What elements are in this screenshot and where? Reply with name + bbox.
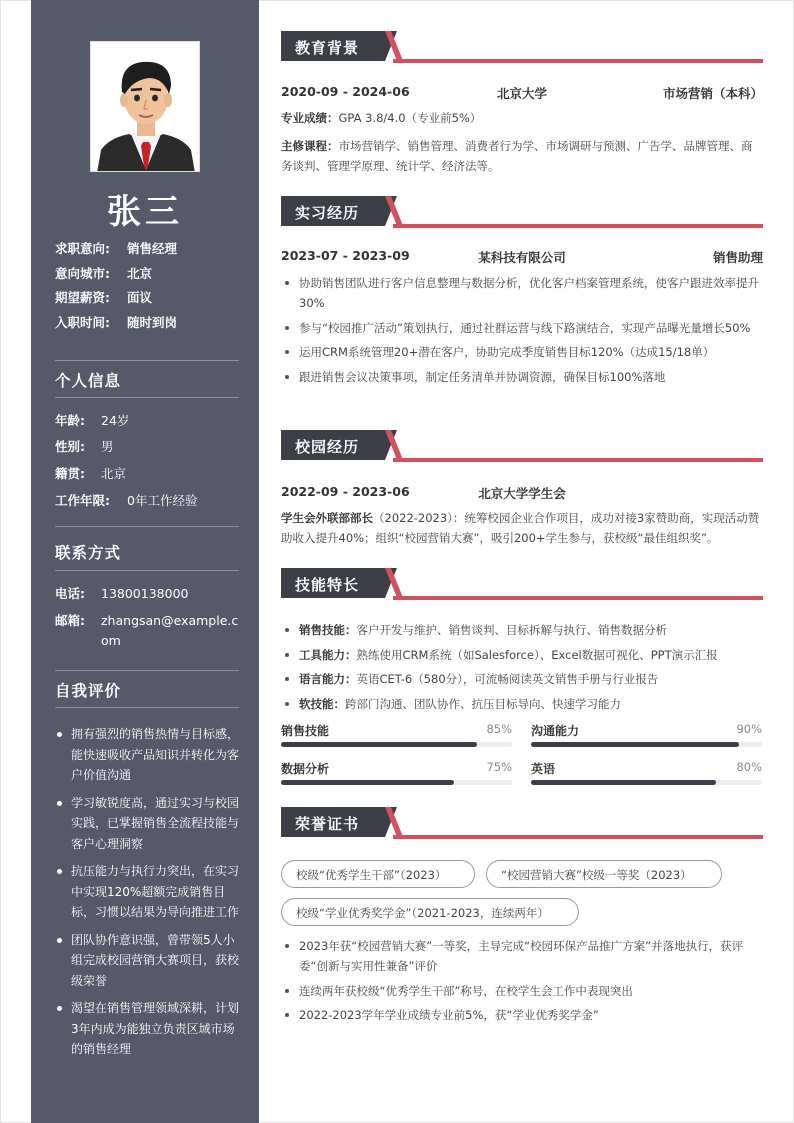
intent-row	[55, 311, 245, 336]
skill-bar-track	[281, 742, 512, 747]
info-label: 年龄:	[55, 413, 85, 428]
accent-bar	[393, 458, 763, 462]
self-eval-list	[55, 724, 243, 1067]
skill-text: 英语CET-6（580分），可流畅阅读英文销售手册与行业报告	[356, 672, 659, 686]
section-title: 技能特长	[295, 576, 360, 594]
internship-list	[281, 273, 763, 391]
skill-bar-label: 沟通能力	[531, 724, 580, 738]
skill-bar-percent: 85%	[486, 722, 512, 736]
campus-org: 北京大学学生会	[478, 486, 566, 501]
honors-list	[281, 936, 763, 1030]
section-header-education	[281, 31, 763, 61]
skill-label: 工具能力：	[299, 647, 357, 662]
divider	[55, 397, 239, 398]
job-intent-list	[55, 237, 245, 335]
divider	[55, 670, 239, 671]
courses-label: 主修课程：	[281, 139, 339, 153]
section-header-skills	[281, 568, 763, 598]
education-school: 北京大学	[496, 86, 547, 101]
skill-bar	[531, 722, 762, 752]
campus-desc	[281, 508, 763, 548]
skill-bar-track	[281, 780, 512, 785]
info-row-experience	[55, 491, 245, 511]
skill-bar-fill	[531, 742, 739, 747]
intent-value: 销售经理	[127, 241, 178, 256]
internship-item: 协助销售团队进行客户信息整理与数据分析，优化客户档案管理系统，使客户跟进效率提升30%	[281, 273, 763, 313]
email-label: 邮箱:	[55, 613, 85, 628]
intent-label: 求职意向:	[55, 241, 110, 256]
section-tab	[281, 31, 385, 61]
intent-value: 随时到岗	[127, 314, 178, 330]
accent-bar	[393, 224, 763, 228]
internship-role: 销售助理	[712, 250, 763, 265]
internship-item: 参与“校园推广活动”策划执行，通过社群运营与线下路演结合，实现产品曝光量增长50%	[281, 318, 763, 338]
info-value: 0年工作经验	[127, 493, 198, 508]
section-header-internship	[281, 196, 763, 226]
skill-bar	[281, 722, 512, 752]
intent-value: 北京	[127, 265, 153, 281]
section-header-campus	[281, 430, 763, 460]
intent-row	[55, 262, 245, 287]
accent-bar	[393, 596, 763, 600]
honor-tag: “校园营销大赛”校级一等奖（2023）	[486, 860, 722, 888]
skill-label: 语言能力：	[299, 672, 357, 686]
phone-label: 电话:	[55, 586, 85, 601]
info-value: 24岁	[101, 413, 130, 428]
campus-role: 学生会外联部部长	[281, 511, 373, 525]
grade-value: GPA 3.8/4.0（专业前5%）	[338, 111, 482, 125]
grade-label: 专业成绩：	[281, 111, 339, 125]
divider	[55, 570, 239, 571]
info-row-gender	[55, 437, 245, 457]
section-header-honors	[281, 807, 763, 837]
contact-phone-row	[55, 584, 245, 604]
campus-date: 2022-09 - 2023-06	[281, 484, 410, 499]
accent-bar	[393, 835, 763, 839]
avatar	[90, 41, 200, 172]
skill-text: 客户开发与维护、销售谈判、目标拆解与执行、销售数据分析	[356, 623, 667, 637]
skill-item	[281, 620, 763, 640]
skills-list	[281, 620, 763, 718]
divider	[55, 707, 239, 708]
education-courses	[281, 136, 763, 176]
internship-item: 运用CRM系统管理20+潜在客户，协助完成季度销售目标120%（达成15/18单）	[281, 342, 763, 362]
info-label: 性别:	[55, 439, 85, 454]
skill-item	[281, 645, 763, 665]
skill-bar-track	[531, 742, 762, 747]
honor-tag: 校级“学业优秀奖学金”（2021-2023，连续两年）	[281, 898, 579, 926]
intent-row	[55, 237, 245, 262]
info-value: 男	[101, 439, 114, 454]
info-label: 籍贯:	[55, 466, 85, 481]
section-title: 荣誉证书	[295, 815, 360, 833]
intent-label: 入职时间:	[55, 314, 110, 330]
self-eval-item: 拥有强烈的销售热情与目标感，能快速吸收产品知识并转化为客户价值沟通	[55, 724, 243, 786]
info-label: 工作年限:	[55, 493, 110, 508]
section-tab	[281, 568, 385, 598]
divider	[55, 526, 239, 527]
skill-bar-label: 销售技能	[281, 724, 330, 738]
education-grade	[281, 108, 763, 128]
self-eval-item: 学习敏锐度高，通过实习与校园实践，已掌握销售全流程技能与客户心理洞察	[55, 793, 243, 855]
skill-bar-label: 英语	[531, 762, 556, 776]
education-date: 2020-09 - 2024-06	[281, 84, 410, 99]
info-row-hometown	[55, 464, 245, 484]
internship-item: 跟进销售会议决策事项，制定任务清单并协调资源，确保目标100%落地	[281, 367, 763, 387]
internship-company: 某科技有限公司	[478, 250, 566, 265]
accent-bar	[393, 59, 763, 63]
honor-item: 连续两年获校级“优秀学生干部”称号，在校学生会工作中表现突出	[281, 981, 763, 1001]
honor-item: 2023年获“校园营销大赛”一等奖，主导完成“校园环保产品推广方案”并落地执行，获评委“创新与实用性兼备”评价	[281, 936, 763, 976]
skill-bar-fill	[281, 780, 454, 785]
skill-bar-track	[531, 780, 762, 785]
self-eval-item: 渴望在销售管理领域深耕，计划3年内成为能独立负责区域市场的销售经理	[55, 998, 243, 1060]
section-title: 教育背景	[295, 39, 360, 57]
skill-bar	[281, 760, 512, 790]
intent-row	[55, 286, 245, 311]
internship-date: 2023-07 - 2023-09	[281, 248, 410, 263]
skill-bar-label: 数据分析	[281, 762, 330, 776]
honor-tag: 校级“优秀学生干部”（2023）	[281, 860, 475, 888]
sidebar	[31, 0, 259, 1123]
skill-item	[281, 694, 763, 714]
section-tab	[281, 430, 385, 460]
courses-value: 市场营销学、销售管理、消费者行为学、市场调研与预测、广告学、品牌管理、商务谈判、管理学原理、统计学、经济法等。	[281, 139, 753, 173]
skill-bar-percent: 90%	[736, 722, 762, 736]
honor-item: 2022-2023学年学业成绩专业前5%，获“学业优秀奖学金”	[281, 1005, 763, 1025]
campus-desc-text: （2022-2023）：统筹校园企业合作项目，成功对接3家赞助商，实现活动赞助收入提升40%；组织“校园营销大赛”，吸引200+学生参与，获校级“最佳组织奖”。	[281, 511, 760, 545]
skill-bar-fill	[531, 780, 716, 785]
divider	[55, 360, 239, 361]
self-eval-item: 团队协作意识强，曾带领5人小组完成校园营销大赛项目，获校级荣誉	[55, 930, 243, 992]
avatar-portrait-illustration	[91, 42, 200, 172]
skill-bar	[531, 760, 762, 790]
contact-email-row	[55, 611, 245, 651]
intent-value: 面议	[127, 290, 153, 305]
section-title: 实习经历	[295, 204, 360, 222]
info-value: 北京	[101, 466, 127, 481]
skill-item	[281, 669, 763, 689]
self-eval-title: 自我评价	[55, 682, 122, 700]
section-tab	[281, 807, 385, 837]
email-value[interactable]: zhangsan@example.com	[101, 613, 239, 648]
skill-label: 销售技能：	[299, 623, 357, 637]
skill-label: 软技能：	[299, 696, 345, 711]
intent-label: 意向城市:	[55, 265, 110, 281]
self-eval-item: 抗压能力与执行力突出，在实习中实现120%超额完成销售目标，习惯以结果为导向推进工作	[55, 861, 243, 923]
skill-bar-percent: 80%	[736, 760, 762, 774]
intent-label: 期望薪资:	[55, 290, 110, 305]
contact-title: 联系方式	[55, 544, 122, 562]
phone-value[interactable]: 13800138000	[101, 586, 189, 601]
personal-info-title: 个人信息	[55, 372, 122, 390]
skill-bar-percent: 75%	[486, 760, 512, 774]
skill-text: 熟练使用CRM系统（如Salesforce）、Excel数据可视化、PPT演示汇报	[356, 647, 718, 662]
section-title: 校园经历	[295, 438, 360, 456]
skill-text: 跨部门沟通、团队协作、抗压目标导向、快速学习能力	[345, 696, 621, 711]
info-row-age	[55, 411, 245, 431]
education-major: 市场营销（本科）	[662, 86, 763, 101]
section-tab	[281, 196, 385, 226]
skill-bar-fill	[281, 742, 477, 747]
candidate-name: 张三	[107, 192, 183, 232]
